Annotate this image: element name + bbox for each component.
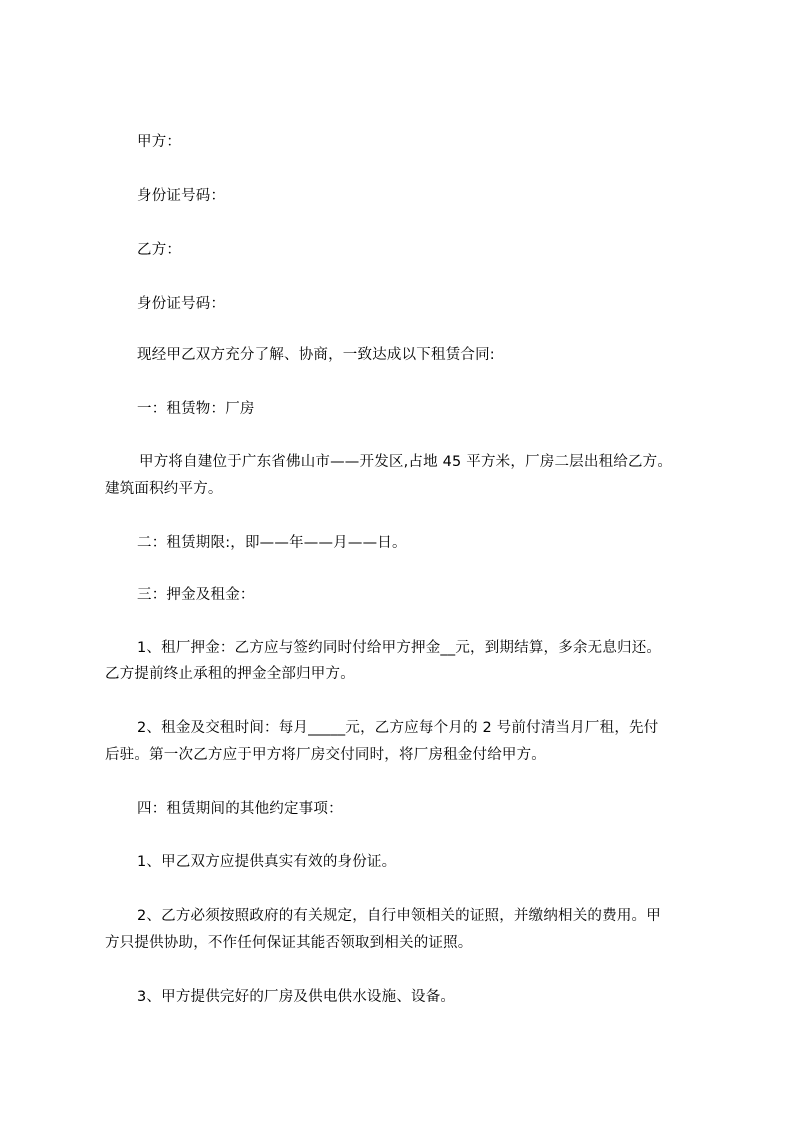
party-b-id-label: 身份证号码： (137, 296, 226, 312)
item4-2-line2: 方只提供协助，不作任何保证其能否领取到相关的证照。 (105, 935, 473, 951)
party-a-label: 甲方： (137, 134, 182, 150)
item4-1: 1、甲乙双方应提供真实有效的身份证。 (137, 854, 397, 870)
section1-title: 一：租赁物：厂房 (137, 401, 255, 417)
item4-3: 3、甲方提供完好的厂房及供电供水设施、设备。 (137, 989, 456, 1005)
section2-title: 二：租赁期限:，即——年——月——日。 (137, 535, 407, 551)
section1-text-line1: 甲方将自建位于广东省佛山市——开发区,占地 45 平方米，厂房二层出租给乙方。 (139, 454, 673, 470)
intro-paragraph: 现经甲乙双方充分了解、协商，一致达成以下租赁合同: (137, 347, 495, 363)
section1-text-line2: 建筑面积约平方。 (105, 481, 223, 497)
item3-1-line2: 乙方提前终止承租的押金全部归甲方。 (105, 666, 355, 682)
item3-2-line1: 2、租金及交租时间：每月_____元，乙方应每个月的 2 号前付清当月厂租，先付 (137, 720, 659, 736)
item3-1-line1: 1、租厂押金：乙方应与签约同时付给甲方押金__元，到期结算，多余无息归还。 (137, 640, 662, 656)
item3-2-line2: 后驻。第一次乙方应于甲方将厂房交付同时，将厂房租金付给甲方。 (105, 747, 546, 763)
item4-2-line1: 2、乙方必须按照政府的有关规定，自行申领相关的证照，并缴纳相关的费用。甲 (137, 908, 661, 924)
section3-title: 三：押金及租金： (137, 587, 255, 603)
section4-title: 四：租赁期间的其他约定事项： (137, 801, 343, 817)
party-b-label: 乙方： (137, 242, 182, 258)
party-a-id-label: 身份证号码： (137, 188, 226, 204)
